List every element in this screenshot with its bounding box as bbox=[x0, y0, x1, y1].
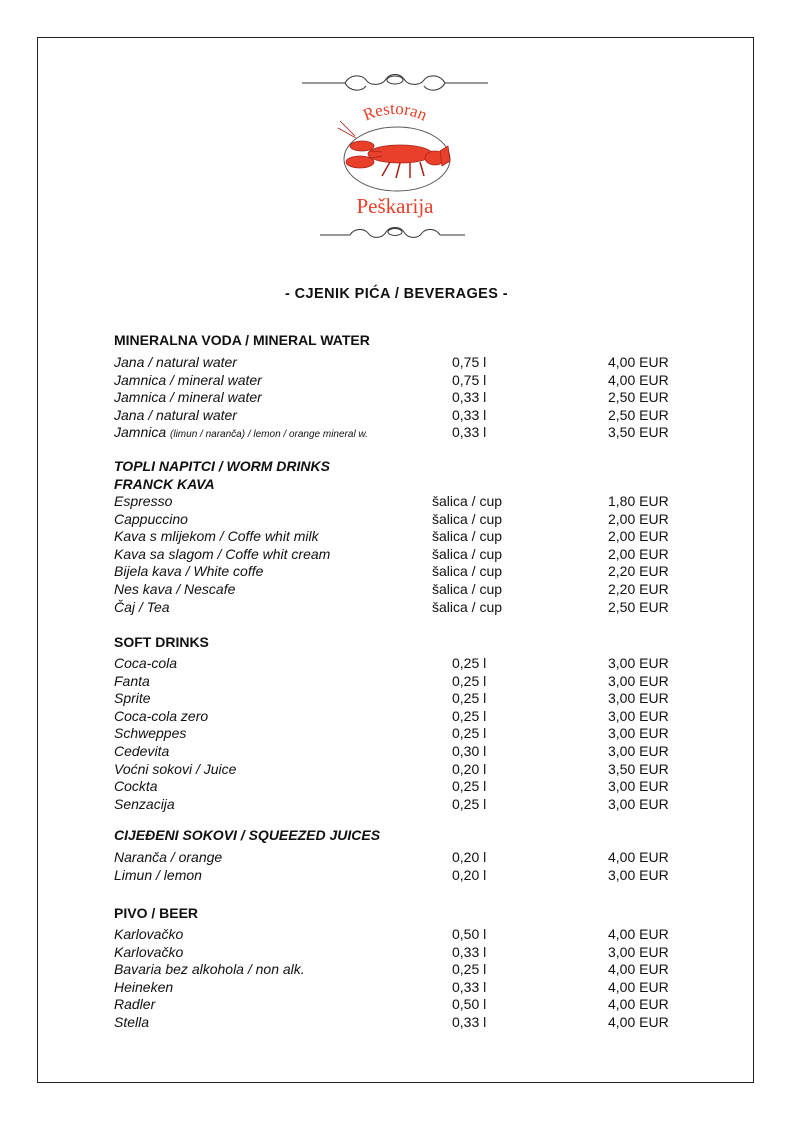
item-name: Kava s mlijekom / Coffe whit milk bbox=[114, 528, 319, 545]
top-ornament-icon bbox=[302, 75, 488, 91]
menu-item bbox=[114, 673, 714, 691]
item-price: 3,00 EUR bbox=[608, 672, 669, 689]
item-volume: 0,25 l bbox=[452, 690, 487, 707]
menu-item bbox=[114, 372, 714, 390]
item-price: 3,50 EUR bbox=[608, 424, 669, 441]
item-volume: 0,75 l bbox=[452, 371, 487, 388]
item-name: Jana / natural water bbox=[114, 354, 237, 370]
menu-item bbox=[114, 996, 714, 1014]
item-price: 4,00 EUR bbox=[608, 371, 669, 388]
item-name: Kava sa slagom / Coffe whit cream bbox=[114, 545, 331, 562]
section-squeezed-juices bbox=[114, 826, 714, 884]
item-price: 1,80 EUR bbox=[608, 493, 669, 509]
item-volume: šalica / cup bbox=[432, 580, 503, 597]
logo-top-text: Restoran bbox=[360, 98, 430, 125]
item-name-main: Jamnica bbox=[114, 424, 167, 441]
lobster-icon bbox=[338, 121, 450, 178]
item-price: 2,50 EUR bbox=[608, 598, 669, 615]
item-name bbox=[114, 424, 368, 444]
menu-item bbox=[114, 407, 714, 425]
section-title: TOPLI NAPITCI / WORM DRINKS bbox=[114, 458, 330, 474]
menu-item bbox=[114, 867, 714, 885]
section-title: SOFT DRINKS bbox=[114, 634, 209, 650]
item-volume: šalica / cup bbox=[432, 598, 503, 615]
item-volume: 0,75 l bbox=[452, 354, 487, 370]
item-price: 4,00 EUR bbox=[608, 849, 669, 865]
item-name: Limun / lemon bbox=[114, 866, 202, 883]
menu-item bbox=[114, 796, 714, 814]
item-price: 3,00 EUR bbox=[608, 655, 669, 671]
menu-item bbox=[114, 961, 714, 979]
item-price: 3,00 EUR bbox=[608, 866, 669, 883]
section-subtitle: FRANCK KAVA bbox=[114, 476, 215, 492]
item-price: 4,00 EUR bbox=[608, 926, 669, 942]
item-price: 2,00 EUR bbox=[608, 528, 669, 545]
item-price: 3,50 EUR bbox=[608, 760, 669, 777]
item-name: Voćni sokovi / Juice bbox=[114, 760, 237, 777]
menu-item bbox=[114, 511, 714, 529]
item-price: 2,20 EUR bbox=[608, 563, 669, 580]
item-volume: šalica / cup bbox=[432, 493, 503, 509]
item-price: 4,00 EUR bbox=[608, 978, 669, 995]
section-beer bbox=[114, 904, 714, 1032]
item-volume: 0,20 l bbox=[452, 760, 487, 777]
item-name: Jana / natural water bbox=[114, 406, 237, 423]
item-name: Karlovačko bbox=[114, 926, 184, 942]
item-price: 2,00 EUR bbox=[608, 545, 669, 562]
section-mineral-water bbox=[114, 331, 714, 442]
menu-item bbox=[114, 979, 714, 997]
item-volume: 0,25 l bbox=[452, 655, 487, 671]
item-price: 3,00 EUR bbox=[608, 943, 669, 960]
item-price: 4,00 EUR bbox=[608, 354, 669, 370]
menu-item bbox=[114, 743, 714, 761]
item-name: Jamnica / mineral water bbox=[114, 371, 262, 388]
item-volume: 0,20 l bbox=[452, 849, 487, 865]
item-price: 2,20 EUR bbox=[608, 580, 669, 597]
section-warm-drinks bbox=[114, 457, 714, 616]
item-name: Coca-cola zero bbox=[114, 707, 209, 724]
item-name-note: (limun / naranča) / lemon / orange mineral w. bbox=[170, 429, 368, 441]
item-volume: 0,30 l bbox=[452, 742, 487, 759]
item-price: 2,50 EUR bbox=[608, 389, 669, 406]
item-volume: 0,25 l bbox=[452, 707, 487, 724]
item-name: Heineken bbox=[114, 978, 174, 995]
menu-item bbox=[114, 1014, 714, 1032]
menu-item bbox=[114, 944, 714, 962]
item-volume: šalica / cup bbox=[432, 563, 503, 580]
item-price: 2,50 EUR bbox=[608, 406, 669, 423]
restaurant-logo bbox=[290, 66, 500, 246]
menu-item bbox=[114, 354, 714, 372]
item-price: 4,00 EUR bbox=[608, 1013, 669, 1030]
menu-item bbox=[114, 761, 714, 779]
item-volume: 0,25 l bbox=[452, 725, 487, 742]
item-volume: 0,25 l bbox=[452, 961, 487, 978]
section-title: MINERALNA VODA / MINERAL WATER bbox=[114, 332, 370, 348]
logo-bottom-text: Peškarija bbox=[356, 194, 434, 218]
item-price: 3,00 EUR bbox=[608, 725, 669, 742]
item-volume: 0,33 l bbox=[452, 978, 487, 995]
item-name: Stella bbox=[114, 1013, 150, 1030]
item-volume: 0,50 l bbox=[452, 996, 487, 1013]
item-price: 3,00 EUR bbox=[608, 778, 669, 795]
item-volume: 0,50 l bbox=[452, 926, 487, 942]
menu-item bbox=[114, 708, 714, 726]
item-name: Cockta bbox=[114, 778, 158, 795]
item-volume: šalica / cup bbox=[432, 545, 503, 562]
item-volume: 0,33 l bbox=[452, 406, 487, 423]
item-name: Coca-cola bbox=[114, 655, 178, 671]
menu-heading: - CJENIK PIĆA / BEVERAGES - bbox=[285, 286, 508, 302]
item-price: 3,00 EUR bbox=[608, 707, 669, 724]
menu-item bbox=[114, 581, 714, 599]
item-price: 4,00 EUR bbox=[608, 996, 669, 1013]
item-price: 3,00 EUR bbox=[608, 742, 669, 759]
item-volume: šalica / cup bbox=[432, 528, 503, 545]
item-name: Sprite bbox=[114, 690, 151, 707]
item-name: Cappuccino bbox=[114, 510, 188, 527]
item-name: Karlovačko bbox=[114, 943, 184, 960]
menu-item bbox=[114, 926, 714, 944]
item-name: Bijela kava / White coffe bbox=[114, 563, 264, 580]
menu-item bbox=[114, 528, 714, 546]
item-name: Nes kava / Nescafe bbox=[114, 580, 236, 597]
item-name: Radler bbox=[114, 996, 156, 1013]
item-name: Naranča / orange bbox=[114, 849, 223, 865]
item-price: 4,00 EUR bbox=[608, 961, 669, 978]
menu-item bbox=[114, 546, 714, 564]
item-volume: 0,20 l bbox=[452, 866, 487, 883]
item-name: Čaj / Tea bbox=[114, 598, 170, 615]
item-name: Cedevita bbox=[114, 742, 170, 759]
section-title: CIJEĐENI SOKOVI / SQUEEZED JUICES bbox=[114, 827, 381, 843]
item-name: Senzacija bbox=[114, 795, 175, 812]
item-volume: 0,33 l bbox=[452, 424, 487, 441]
section-soft-drinks bbox=[114, 633, 714, 813]
menu-item bbox=[114, 655, 714, 673]
menu-item bbox=[114, 778, 714, 796]
item-volume: 0,25 l bbox=[452, 672, 487, 689]
item-volume: 0,25 l bbox=[452, 795, 487, 812]
menu-item bbox=[114, 599, 714, 617]
menu-item bbox=[114, 849, 714, 867]
item-name: Jamnica / mineral water bbox=[114, 389, 262, 406]
item-volume: 0,33 l bbox=[452, 389, 487, 406]
item-volume: 0,33 l bbox=[452, 943, 487, 960]
menu-item bbox=[114, 690, 714, 708]
item-volume: šalica / cup bbox=[432, 510, 503, 527]
menu-item bbox=[114, 389, 714, 407]
item-volume: 0,33 l bbox=[452, 1013, 487, 1030]
section-title: PIVO / BEER bbox=[114, 905, 199, 921]
bottom-ornament-icon bbox=[320, 228, 465, 238]
item-price: 3,00 EUR bbox=[608, 690, 669, 707]
item-name: Schweppes bbox=[114, 725, 187, 742]
menu-item bbox=[114, 424, 714, 442]
item-volume: 0,25 l bbox=[452, 778, 487, 795]
item-price: 2,00 EUR bbox=[608, 510, 669, 527]
item-name: Bavaria bez alkohola / non alk. bbox=[114, 961, 305, 978]
menu-item bbox=[114, 563, 714, 581]
item-price: 3,00 EUR bbox=[608, 795, 669, 812]
menu-item bbox=[114, 725, 714, 743]
menu-item bbox=[114, 493, 714, 511]
item-name: Fanta bbox=[114, 672, 150, 689]
item-name: Espresso bbox=[114, 493, 173, 509]
